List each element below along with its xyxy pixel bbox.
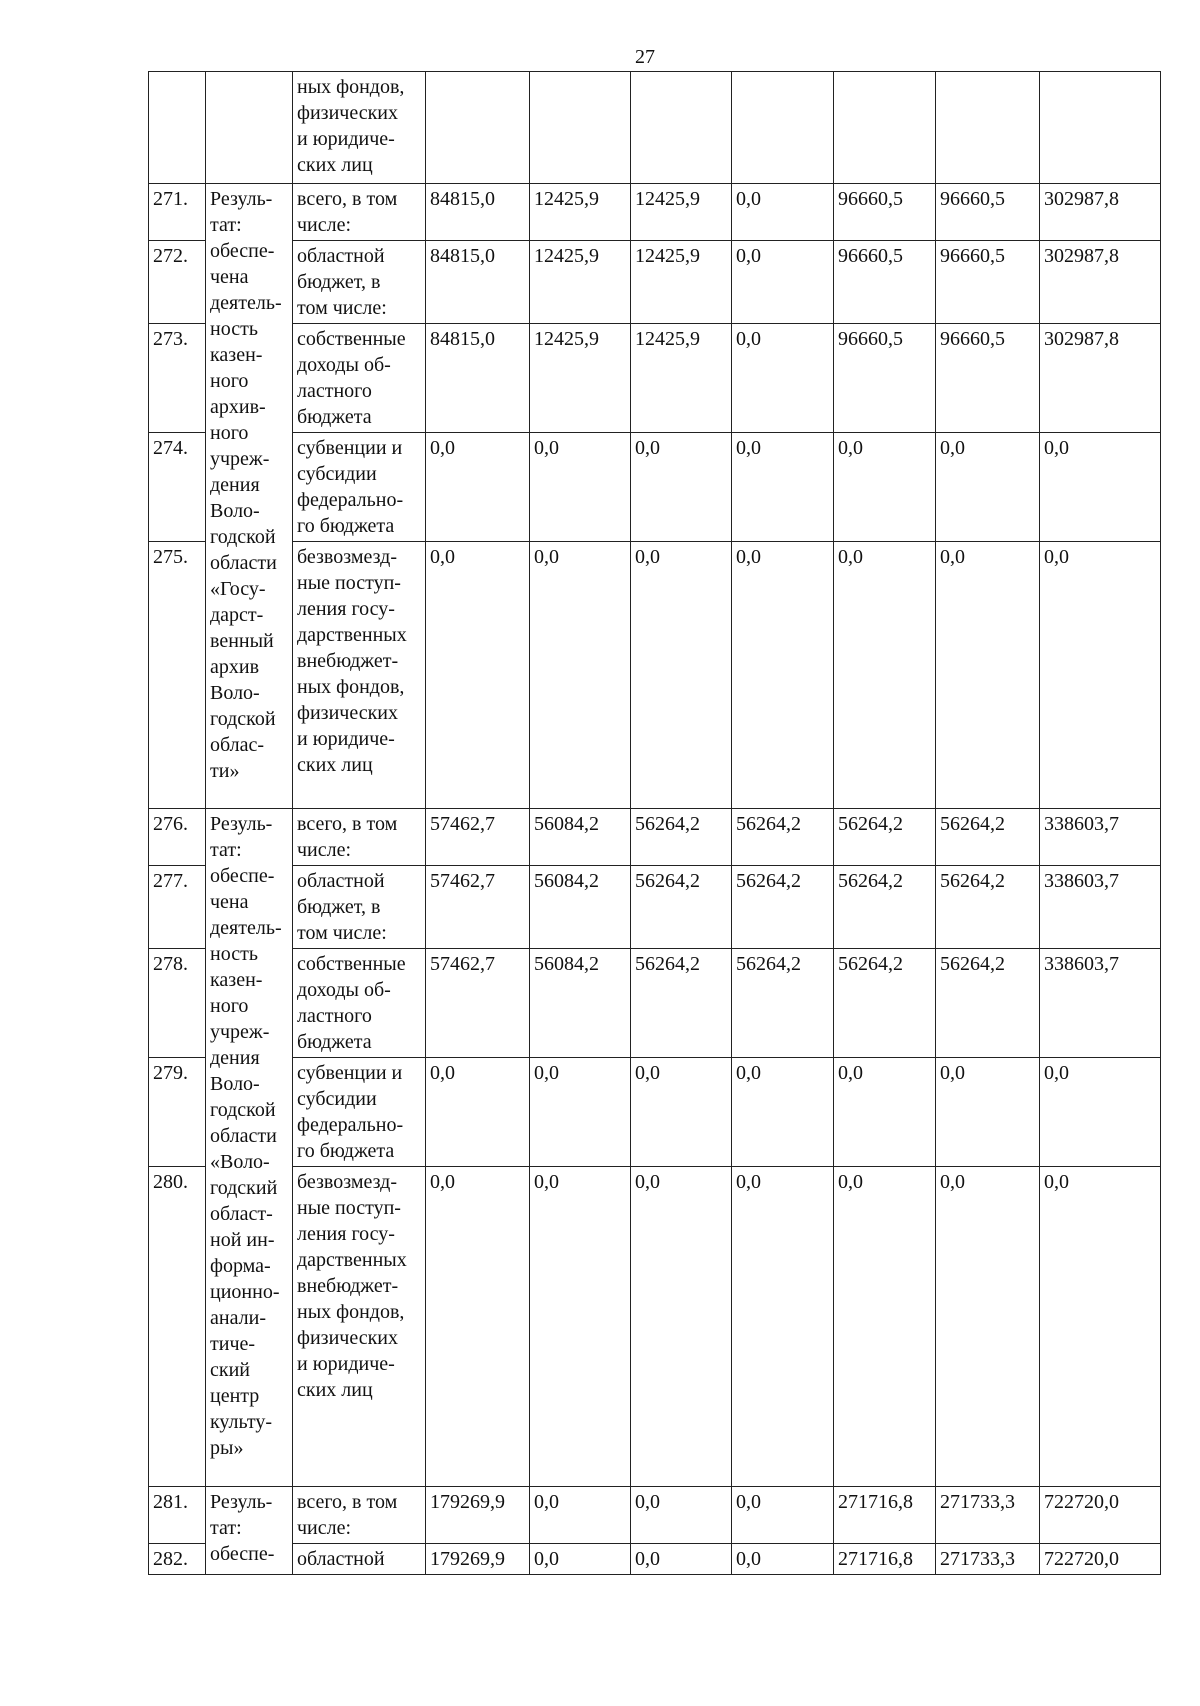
value-cell: 338603,7 bbox=[1040, 866, 1161, 949]
value-cell: 0,0 bbox=[732, 1544, 834, 1575]
value-cell: 0,0 bbox=[936, 1167, 1040, 1487]
value-cell: 12425,9 bbox=[631, 184, 732, 241]
group-label: Резуль- тат: обеспе- bbox=[206, 1487, 293, 1575]
table-row bbox=[149, 1058, 1161, 1167]
value-cell: 302987,8 bbox=[1040, 184, 1161, 241]
value-cell: 12425,9 bbox=[530, 184, 631, 241]
row-label: всего, в том числе: bbox=[293, 184, 426, 241]
group-label: Резуль- тат: обеспе- чена деятель- ность казен- ного архив- ного учреж- дения Воло- годской области «Госу- дарст- венный архив Воло- годской облас- ти» bbox=[206, 184, 293, 809]
row-number: 271. bbox=[149, 184, 206, 241]
value-cell: 271716,8 bbox=[834, 1544, 936, 1575]
value-cell: 84815,0 bbox=[426, 241, 530, 324]
value-cell: 302987,8 bbox=[1040, 241, 1161, 324]
value-cell: 0,0 bbox=[530, 433, 631, 542]
value-cell: 0,0 bbox=[631, 1167, 732, 1487]
value-cell: 56264,2 bbox=[936, 866, 1040, 949]
group-label: Резуль- тат: обеспе- чена деятель- ность казен- ного учреж- дения Воло- годской области «Воло- годский област- ной ин- форма- ционно- анали- тиче- ский центр культу- ры» bbox=[206, 809, 293, 1487]
value-cell: 0,0 bbox=[631, 433, 732, 542]
row-number: 280. bbox=[149, 1167, 206, 1487]
value-cell: 722720,0 bbox=[1040, 1544, 1161, 1575]
row-number: 277. bbox=[149, 866, 206, 949]
value-cell: 0,0 bbox=[834, 433, 936, 542]
value-cell: 0,0 bbox=[732, 1167, 834, 1487]
table-row bbox=[149, 324, 1161, 433]
value-cell: 0,0 bbox=[530, 542, 631, 809]
table-row bbox=[149, 949, 1161, 1058]
table-row bbox=[149, 1487, 1161, 1544]
value-cell: 0,0 bbox=[732, 324, 834, 433]
value-cell: 96660,5 bbox=[936, 324, 1040, 433]
budget-table bbox=[148, 71, 1161, 1575]
table-row bbox=[149, 184, 1161, 241]
value-cell: 0,0 bbox=[936, 433, 1040, 542]
value-cell: 0,0 bbox=[834, 1058, 936, 1167]
value-cell: 12425,9 bbox=[530, 324, 631, 433]
row-number: 274. bbox=[149, 433, 206, 542]
table-row bbox=[149, 433, 1161, 542]
table-row bbox=[149, 1167, 1161, 1487]
value-cell: 0,0 bbox=[426, 1058, 530, 1167]
row-number: 272. bbox=[149, 241, 206, 324]
table-row bbox=[149, 1544, 1161, 1575]
value-cell: 271716,8 bbox=[834, 1487, 936, 1544]
value-cell: 12425,9 bbox=[530, 241, 631, 324]
table-row bbox=[149, 542, 1161, 809]
row-number: 278. bbox=[149, 949, 206, 1058]
value-cell: 0,0 bbox=[631, 1487, 732, 1544]
value-cell: 56264,2 bbox=[631, 809, 732, 866]
value-cell: 84815,0 bbox=[426, 324, 530, 433]
row-label: областной бюджет, в том числе: bbox=[293, 866, 426, 949]
table-row bbox=[149, 809, 1161, 866]
value-cell: 56264,2 bbox=[732, 949, 834, 1058]
value-cell: 96660,5 bbox=[834, 241, 936, 324]
value-cell: 56084,2 bbox=[530, 866, 631, 949]
value-cell: 0,0 bbox=[426, 1167, 530, 1487]
value-cell: 722720,0 bbox=[1040, 1487, 1161, 1544]
value-cell: 0,0 bbox=[732, 184, 834, 241]
row-number-cell bbox=[149, 72, 206, 184]
value-cell: 56264,2 bbox=[834, 866, 936, 949]
row-label: областной бюджет, в том числе: bbox=[293, 241, 426, 324]
row-number: 273. bbox=[149, 324, 206, 433]
value-cell: 0,0 bbox=[530, 1544, 631, 1575]
value-cell: 0,0 bbox=[732, 542, 834, 809]
value-cell: 0,0 bbox=[530, 1058, 631, 1167]
value-cell: 0,0 bbox=[1040, 542, 1161, 809]
value-cell: 0,0 bbox=[426, 433, 530, 542]
value-cell: 0,0 bbox=[732, 1487, 834, 1544]
row-number: 279. bbox=[149, 1058, 206, 1167]
row-number: 282. bbox=[149, 1544, 206, 1575]
value-cell: 84815,0 bbox=[426, 184, 530, 241]
row-label: безвозмезд- ные поступ- ления госу- дарственных внебюджет- ных фондов, физических и юридиче- ских лиц bbox=[293, 542, 426, 809]
value-cell: 56264,2 bbox=[834, 949, 936, 1058]
row-label: всего, в том числе: bbox=[293, 809, 426, 866]
value-cell: 338603,7 bbox=[1040, 809, 1161, 866]
value-cell: 0,0 bbox=[1040, 433, 1161, 542]
value-cell: 96660,5 bbox=[936, 241, 1040, 324]
value-cell: 0,0 bbox=[1040, 1167, 1161, 1487]
value-cell: 271733,3 bbox=[936, 1544, 1040, 1575]
row-label: областной bbox=[293, 1544, 426, 1575]
value-cell: 0,0 bbox=[936, 542, 1040, 809]
row-label: субвенции и субсидии федерально- го бюджета bbox=[293, 433, 426, 542]
value-cell: 0,0 bbox=[732, 1058, 834, 1167]
value-cell: 0,0 bbox=[631, 542, 732, 809]
table-row bbox=[149, 241, 1161, 324]
value-cell: 57462,7 bbox=[426, 866, 530, 949]
value-cell: 96660,5 bbox=[936, 184, 1040, 241]
value-cell: 302987,8 bbox=[1040, 324, 1161, 433]
value-cell: 56264,2 bbox=[732, 809, 834, 866]
value-cell: 338603,7 bbox=[1040, 949, 1161, 1058]
value-cell: 0,0 bbox=[732, 241, 834, 324]
value-cell: 179269,9 bbox=[426, 1487, 530, 1544]
row-number: 276. bbox=[149, 809, 206, 866]
value-cell: 0,0 bbox=[732, 433, 834, 542]
value-cell: 0,0 bbox=[1040, 1058, 1161, 1167]
value-cell: 12425,9 bbox=[631, 324, 732, 433]
value-cell: 57462,7 bbox=[426, 809, 530, 866]
row-number: 275. bbox=[149, 542, 206, 809]
row-number: 281. bbox=[149, 1487, 206, 1544]
value-cell: 56264,2 bbox=[631, 866, 732, 949]
value-cell: 0,0 bbox=[530, 1167, 631, 1487]
continuation-row bbox=[149, 72, 1161, 184]
value-cell: 0,0 bbox=[936, 1058, 1040, 1167]
table-row bbox=[149, 866, 1161, 949]
value-cell: 56264,2 bbox=[936, 949, 1040, 1058]
page-number: 27 bbox=[635, 46, 655, 68]
value-cell: 0,0 bbox=[530, 1487, 631, 1544]
value-cell: 56264,2 bbox=[834, 809, 936, 866]
value-cell: 271733,3 bbox=[936, 1487, 1040, 1544]
group-label-cell bbox=[206, 72, 293, 184]
value-cell: 0,0 bbox=[834, 542, 936, 809]
value-cell: 0,0 bbox=[631, 1058, 732, 1167]
row-label: всего, в том числе: bbox=[293, 1487, 426, 1544]
value-cell: 57462,7 bbox=[426, 949, 530, 1058]
value-cell: 96660,5 bbox=[834, 324, 936, 433]
row-label: ных фондов, физических и юридиче- ских лиц bbox=[293, 72, 426, 184]
value-cell: 56264,2 bbox=[631, 949, 732, 1058]
value-cell: 56264,2 bbox=[936, 809, 1040, 866]
value-cell: 0,0 bbox=[631, 1544, 732, 1575]
value-cell: 56264,2 bbox=[732, 866, 834, 949]
value-cell: 56084,2 bbox=[530, 809, 631, 866]
value-cell: 179269,9 bbox=[426, 1544, 530, 1575]
row-label: субвенции и субсидии федерально- го бюджета bbox=[293, 1058, 426, 1167]
value-cell: 12425,9 bbox=[631, 241, 732, 324]
value-cell: 56084,2 bbox=[530, 949, 631, 1058]
value-cell: 96660,5 bbox=[834, 184, 936, 241]
row-label: безвозмезд- ные поступ- ления госу- дарственных внебюджет- ных фондов, физических и юридиче- ских лиц bbox=[293, 1167, 426, 1487]
row-label: собственные доходы об- ластного бюджета bbox=[293, 949, 426, 1058]
value-cell: 0,0 bbox=[834, 1167, 936, 1487]
value-cell: 0,0 bbox=[426, 542, 530, 809]
row-label: собственные доходы об- ластного бюджета bbox=[293, 324, 426, 433]
